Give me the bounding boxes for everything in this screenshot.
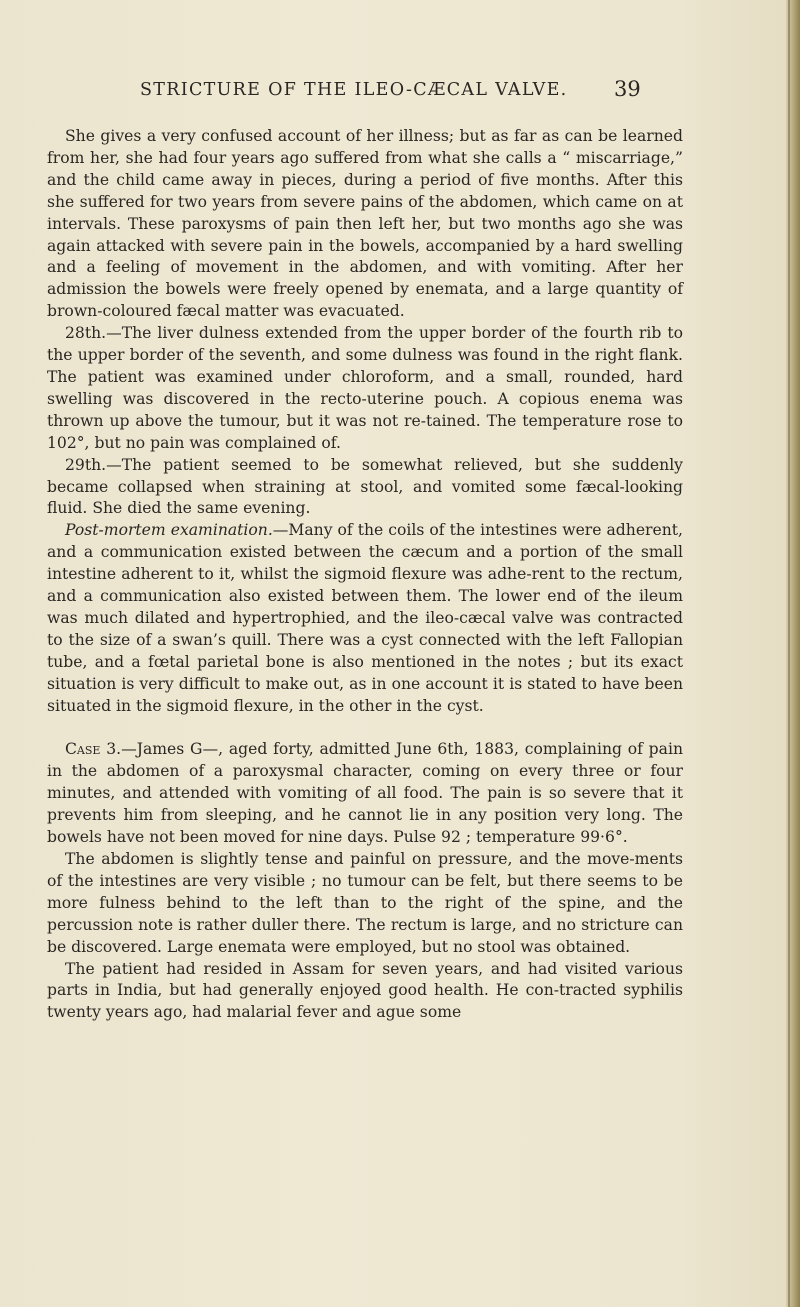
running-head: STRICTURE OF THE ILEO-CÆCAL VALVE. — [140, 80, 568, 100]
paragraph-text: —Many of the coils of the intestines were adherent, and a communication existed between the cæcum and a portion of the small intestine adherent to it, whilst the sigmoid flexure was adhe-rent to the rectum, and a communication also existed between them. The lower end of the ileum was much dilated and hypertrophied, and the ileo-cæcal valve was contracted to the size of a swan’s quill. There was a cyst connected with the left Fallopian tube, and a fœtal parietal bone is also mentioned in the notes ; but its exact situation is very difficult to make out, as in one account it is stated to have been situated in the sigmoid flexure, in the other in the cyst. — [47, 521, 683, 715]
post-mortem-heading: Post-mortem examination. — [65, 521, 273, 540]
paragraph-29th — [47, 455, 683, 521]
page-edge-shadow — [788, 0, 790, 1307]
paragraph-case-3 — [47, 739, 683, 849]
paragraph-28th — [47, 323, 683, 454]
paragraph-text: She gives a very confused account of her illness; but as far as can be learned from her, she had four years ago suffered from what she calls a “ miscarriage,” and the child came away in pieces, during a period of five months. After this she suffered for two years from severe pains of the abdomen, which came on at intervals. These paroxysms of pain then left her, but two months ago she was again attacked with severe pain in the bowels, accompanied by a hard swelling and a feeling of movement in the abdomen, and with vomiting. After her admission the bowels were freely opened by enemata, and a large quantity of brown-coloured fæcal matter was evacuated. — [47, 127, 683, 321]
paragraph-text: 29th.—The patient seemed to be somewhat relieved, but she suddenly became collapsed when straining at stool, and vomited some fæcal-looking fluid. She died the same evening. — [47, 455, 683, 518]
paragraph-abdomen-exam — [47, 849, 683, 959]
body-text — [47, 126, 683, 1024]
paragraph-post-mortem — [47, 520, 683, 717]
case-heading: Case 3. — [65, 740, 122, 759]
paragraph-text: 28th.—The liver dulness extended from the upper border of the fourth rib to the upper border of the seventh, and some dulness was found in the right flank. The patient was examined under chloroform, and a small, rounded, hard swelling was discovered in the recto-uterine pouch. A copious enema was thrown up above the tumour, but it was not re-tained. The temperature rose to 102°, but no pain was complained of. — [47, 324, 683, 452]
paragraph-text: —James G—, aged forty, admitted June 6th, 1883, complaining of pain in the abdomen of a paroxysmal character, coming on every three or four minutes, and attended with vomiting of all food. The pain is so severe that it prevents him from sleeping, and he cannot lie in any position very long. The bowels have not been moved for nine days. Pulse 92 ; temperature 99·6°. — [47, 740, 683, 847]
paragraph-text: The patient had resided in Assam for seven years, and had visited various parts in India, but had generally enjoyed good health. He con-tracted syphilis twenty years ago, had malarial fever and ague some — [47, 959, 683, 1022]
paragraph-patient-history — [47, 959, 683, 1025]
paragraph-text: The abdomen is slightly tense and painful on pressure, and the move-ments of the intestines are very visible ; no tumour can be felt, but there seems to be more fulness behind to the left than to the right of the spine, and the percussion note is rather duller there. The rectum is large, and no stricture can be discovered. Large enemata were employed, but no stool was obtained. — [47, 850, 683, 956]
page-header — [48, 77, 648, 106]
paragraph-history — [47, 126, 683, 323]
page-number: 39 — [614, 77, 641, 101]
